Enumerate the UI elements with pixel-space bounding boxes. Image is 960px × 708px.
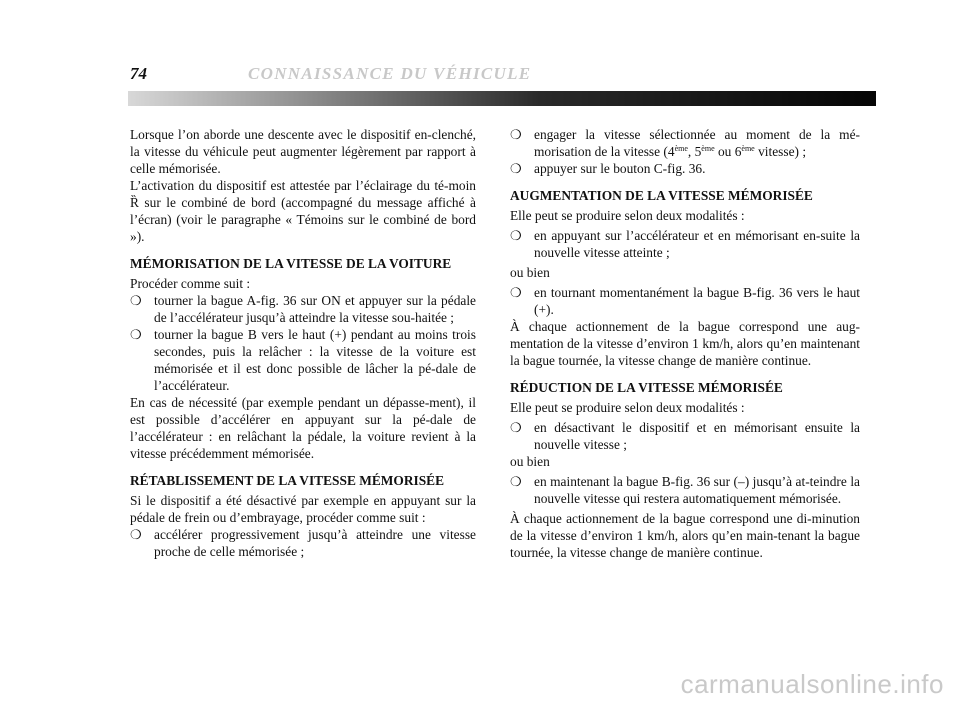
ou-bien-text: ou bien <box>510 454 550 469</box>
page-number: 74 <box>130 64 147 83</box>
ou-bien-text: ou bien <box>510 265 550 280</box>
heading-reduction: RÉDUCTION DE LA VITESSE MÉMORISÉE <box>510 380 783 395</box>
memo-paragraph: En cas de nécessité (par exemple pendant un dépasse-ment), il est possible d’accélérer en appuyant sur la pé-dale de l’accélérateur : en relâchant la pédale, la voiture revient à la vitesse précédemment mémorisée. <box>130 395 476 461</box>
watermark: carmanualsonline.info <box>680 669 944 699</box>
list-item: ❍ engager la vitesse sélectionnée au moment de la mé-morisation de la vitesse (4ème, 5ème ou 6ème vitesse) ; <box>510 127 860 159</box>
bullet-icon: ❍ <box>130 527 142 542</box>
list-item: ❍ accélérer progressivement jusqu’à atteindre une vitesse proche de celle mémorisée ; <box>130 527 476 559</box>
memo-intro: Procéder comme suit : <box>130 276 251 291</box>
section-title: CONNAISSANCE DU VÉHICULE <box>248 64 532 83</box>
activation-paragraph: L’activation du dispositif est attestée par l’éclairage du té-moin Ȑ sur le combiné de bord (accompagné du message affiché à l’écran) (voir le paragraphe « Témoins sur le combiné de bord »). <box>130 178 476 244</box>
red-paragraph-2: À chaque actionnement de la bague correspond une di-minution de la vitesse d’environ 1 km/h, alors qu’en main-tenant la bague tournée, la vitesse change de manière continue. <box>510 511 860 560</box>
list-item: ❍ en appuyant sur l’accélérateur et en mémorisant en-suite la nouvelle vitesse atteinte ; <box>510 228 860 260</box>
list-item: ❍ appuyer sur le bouton C-fig. 36. <box>510 161 706 176</box>
red-paragraph: Elle peut se produire selon deux modalités : <box>510 400 745 415</box>
list-item: ❍ en désactivant le dispositif et en mémorisant ensuite la nouvelle vitesse ; <box>510 420 860 452</box>
list-item: ❍ tourner la bague B vers le haut (+) pendant au moins trois secondes, puis la relâcher : la vitesse de la voiture est mémorisée et il est donc possible de lâcher la pé-dale de l’accélérateur. <box>130 327 476 393</box>
bullet-icon: ❍ <box>510 285 522 300</box>
left-column <box>130 126 476 560</box>
heading-memorisation: MÉMORISATION DE LA VITESSE DE LA VOITURE <box>130 256 452 271</box>
bullet-icon: ❍ <box>510 474 522 489</box>
bullet-icon: ❍ <box>510 420 522 435</box>
heading-reset: RÉTABLISSEMENT DE LA VITESSE MÉMORISÉE <box>130 473 445 488</box>
aug-paragraph-2: À chaque actionnement de la bague correspond une aug-mentation de la vitesse d’environ 1 km/h, alors qu’en maintenant la bague tournée, la vitesse change de manière continue. <box>510 319 860 368</box>
right-column <box>510 126 860 561</box>
header-bar <box>128 91 876 106</box>
heading-augmentation: AUGMENTATION DE LA VITESSE MÉMORISÉE <box>510 188 813 203</box>
reset-paragraph: Si le dispositif a été désactivé par exemple en appuyant sur la pédale de frein ou d’embrayage, procéder comme suit : <box>130 493 476 525</box>
bullet-icon: ❍ <box>510 228 522 243</box>
aug-paragraph: Elle peut se produire selon deux modalités : <box>510 208 745 223</box>
list-item: ❍ en tournant momentanément la bague B-fig. 36 vers le haut (+). <box>510 285 860 317</box>
intro-paragraph: Lorsque l’on aborde une descente avec le dispositif en-clenché, la vitesse du véhicule peut augmenter légèrement par rapport à celle mémorisée. <box>130 127 476 176</box>
bullet-icon: ❍ <box>130 327 142 342</box>
bullet-icon: ❍ <box>130 293 142 308</box>
bullet-icon: ❍ <box>510 161 522 176</box>
list-item: ❍ en maintenant la bague B-fig. 36 sur (–) jusqu’à at-teindre la nouvelle vitesse qui restera automatiquement mémorisée. <box>510 474 860 506</box>
cruise-control-icon: Ȑ <box>130 195 139 210</box>
bullet-icon: ❍ <box>510 127 522 142</box>
list-item: ❍ tourner la bague A-fig. 36 sur ON et appuyer sur la pédale de l’accélérateur jusqu’à atteindre la vitesse sou-haitée ; <box>130 293 476 325</box>
